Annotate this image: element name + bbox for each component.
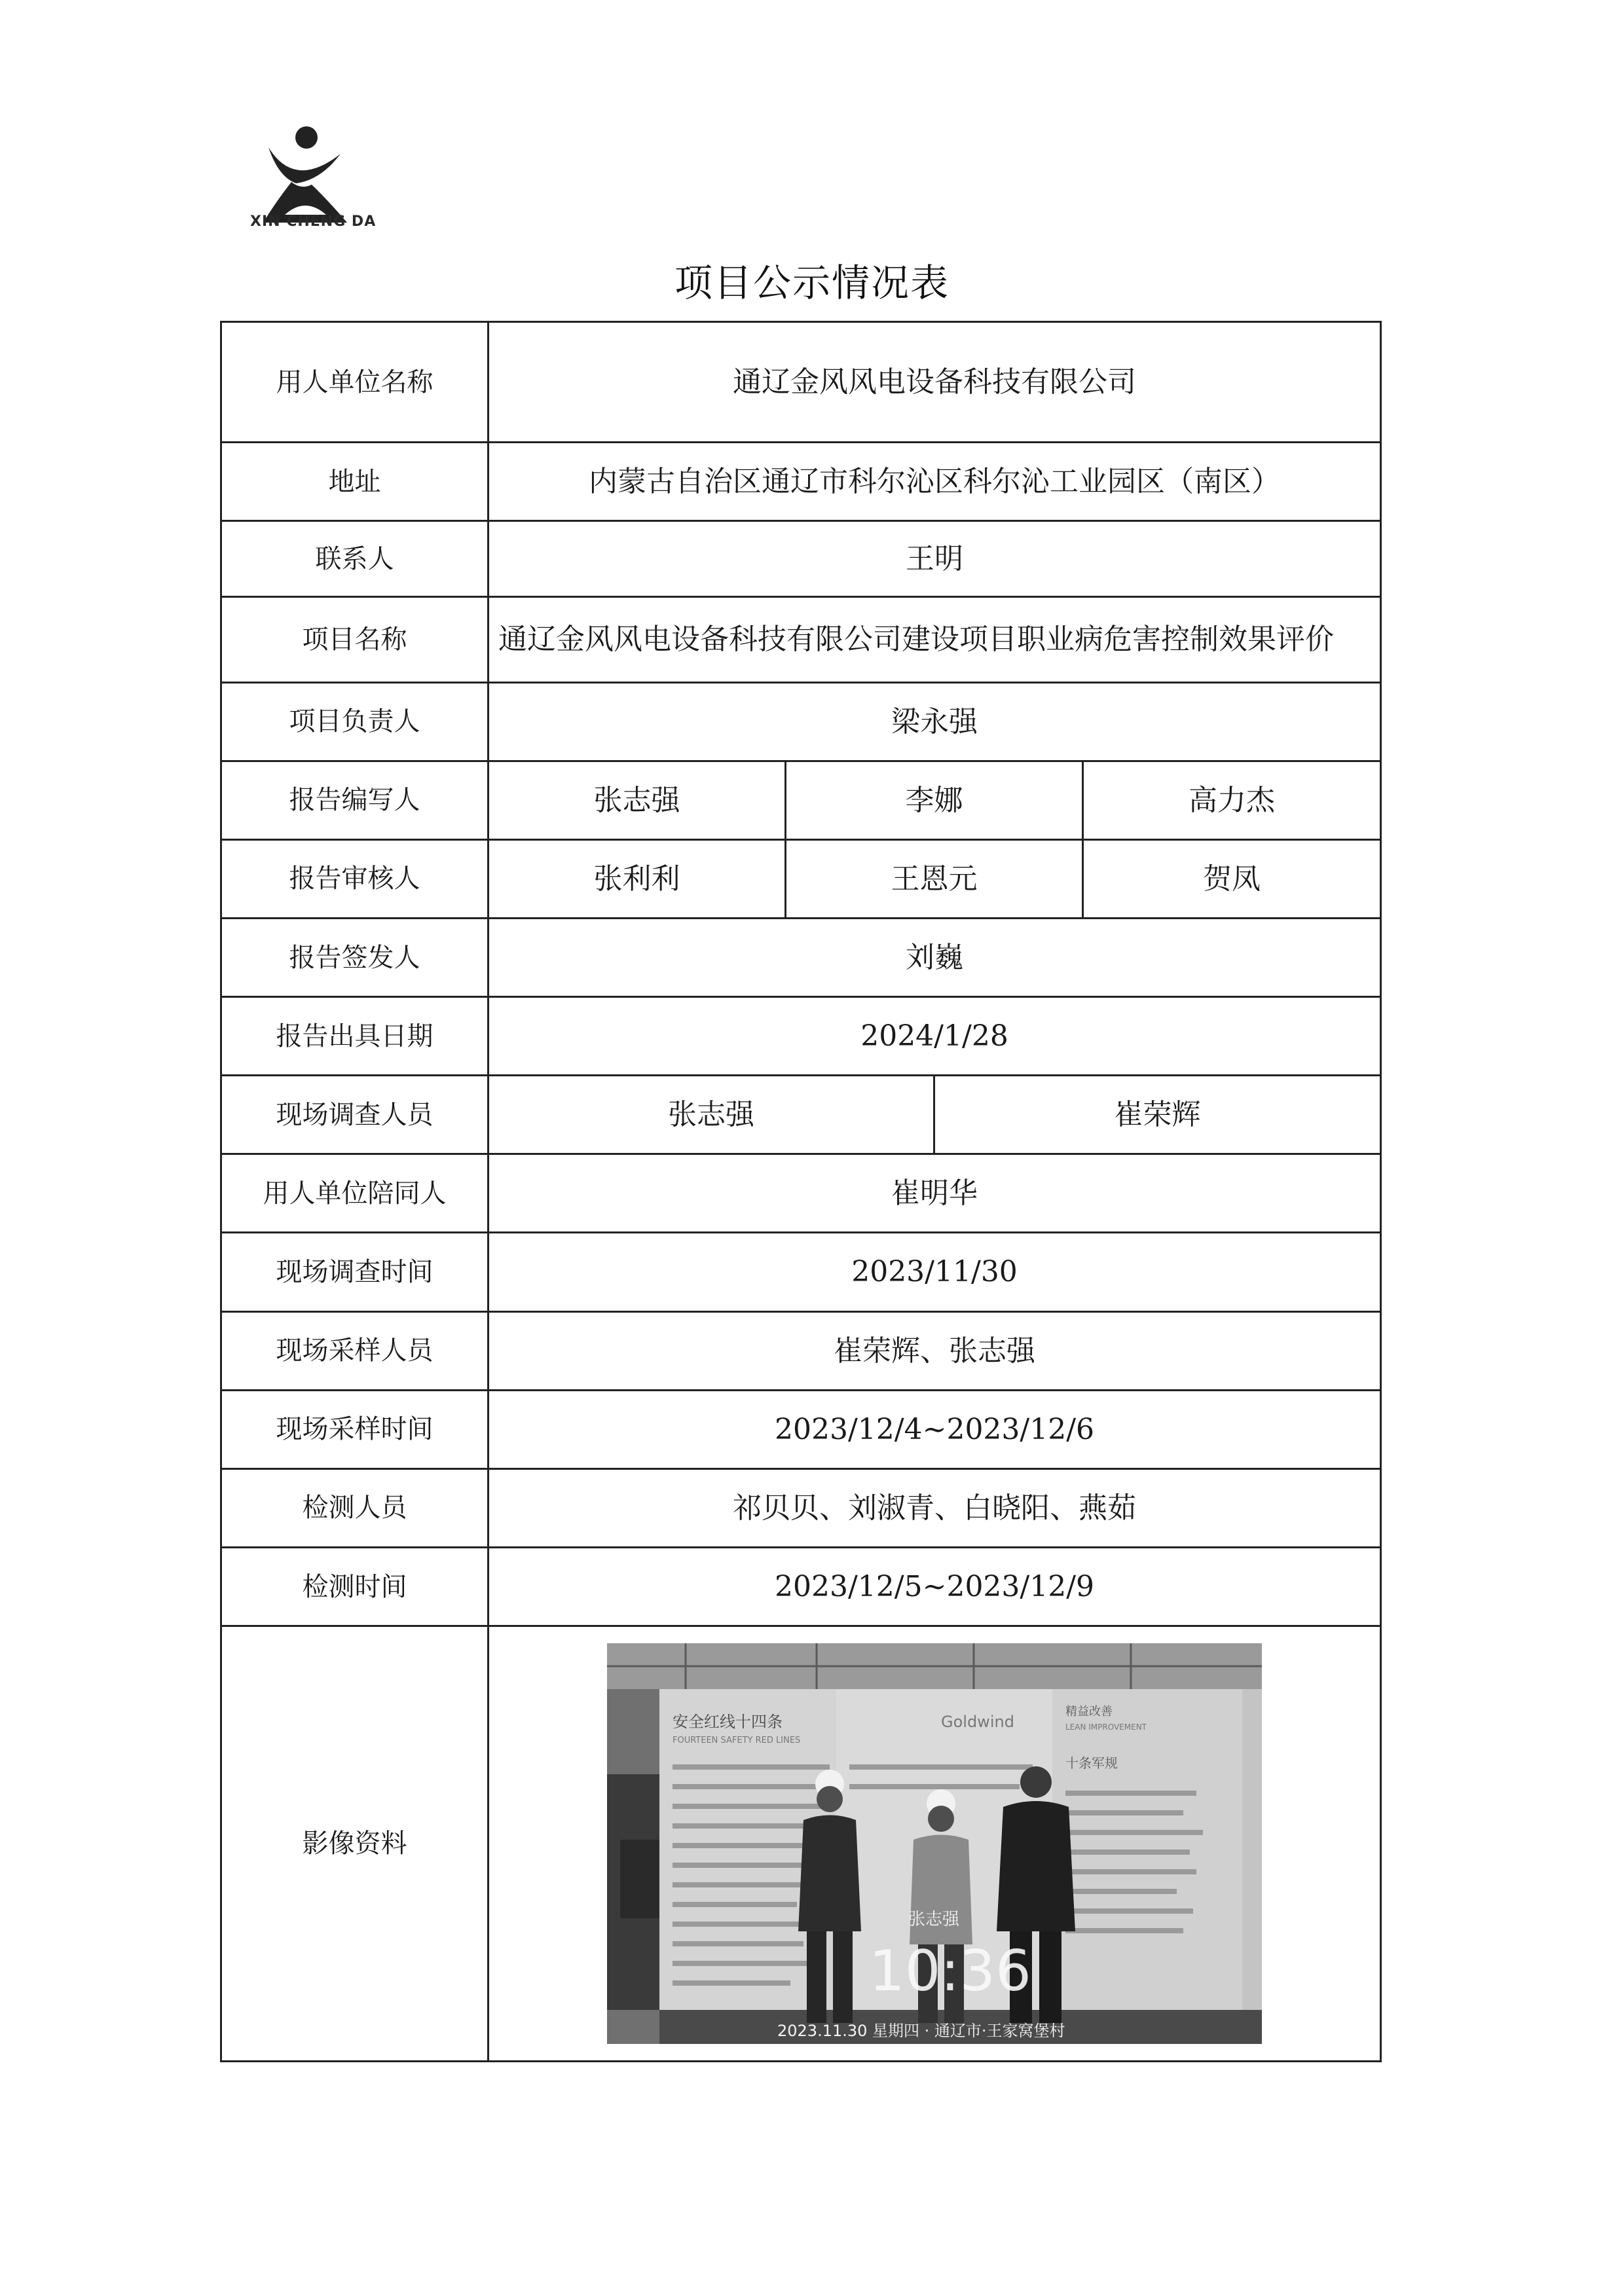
value-issuer: 刘巍	[489, 918, 1381, 996]
value-writer-1: 张志强	[489, 761, 786, 839]
label-project-name: 项目名称	[221, 597, 489, 682]
value-reviewer-3: 贺凤	[1083, 839, 1381, 918]
value-sampling-time: 2023/12/4~2023/12/6	[489, 1390, 1381, 1468]
row-test-time	[221, 1547, 1381, 1626]
value-writer-3: 高力杰	[1083, 761, 1381, 839]
label-writers: 报告编写人	[221, 761, 489, 839]
row-survey-staff	[221, 1076, 1381, 1154]
photo-board-left-subtitle: FOURTEEN SAFETY RED LINES	[673, 1736, 801, 1746]
label-test-time: 检测时间	[221, 1547, 489, 1626]
label-sampling-staff: 现场采样人员	[221, 1311, 489, 1390]
row-writers	[221, 761, 1381, 839]
value-images	[489, 1626, 1381, 2062]
label-employer: 用人单位名称	[221, 322, 489, 443]
value-survey-staff-1: 张志强	[489, 1076, 934, 1154]
row-sampling-staff	[221, 1311, 1381, 1390]
label-issue-date: 报告出具日期	[221, 997, 489, 1076]
value-employer: 通辽金风风电设备科技有限公司	[489, 322, 1381, 443]
photo-board-right-title: 精益改善	[1065, 1705, 1113, 1719]
photo-footer: 2023.11.30 星期四 · 通辽市·王家窝堡村	[777, 2022, 1065, 2041]
photo-board-right-heading: 十条军规	[1065, 1755, 1118, 1772]
row-issue-date	[221, 997, 1381, 1076]
value-project-name: 通辽金风风电设备科技有限公司建设项目职业病危害控制效果评价	[489, 597, 1381, 682]
logo-text: XIN CHENG DA	[250, 213, 377, 230]
label-reviewers: 报告审核人	[221, 839, 489, 918]
project-disclosure-table	[220, 321, 1382, 2062]
value-survey-staff-2: 崔荣辉	[934, 1076, 1381, 1154]
photo-name-tag: 张志强	[908, 1910, 960, 1930]
photo-board-right-subtitle: LEAN IMPROVEMENT	[1065, 1722, 1147, 1732]
value-escort: 崔明华	[489, 1154, 1381, 1233]
label-address: 地址	[221, 443, 489, 521]
row-reviewers	[221, 839, 1381, 918]
value-reviewer-2: 王恩元	[786, 839, 1083, 918]
value-project-lead: 梁永强	[489, 682, 1381, 761]
document-title: 项目公示情况表	[674, 261, 950, 305]
row-contact	[221, 521, 1381, 597]
company-logo	[249, 118, 360, 229]
row-survey-time	[221, 1233, 1381, 1311]
row-project-name	[221, 597, 1381, 682]
label-survey-time: 现场调查时间	[221, 1233, 489, 1311]
row-sampling-time	[221, 1390, 1381, 1468]
label-contact: 联系人	[221, 521, 489, 597]
value-survey-time: 2023/11/30	[489, 1233, 1381, 1311]
label-testers: 检测人员	[221, 1468, 489, 1547]
row-address	[221, 443, 1381, 521]
label-escort: 用人单位陪同人	[221, 1154, 489, 1233]
row-project-lead	[221, 682, 1381, 761]
value-sampling-staff: 崔荣辉、张志强	[489, 1311, 1381, 1390]
label-project-lead: 项目负责人	[221, 682, 489, 761]
label-images: 影像资料	[221, 1626, 489, 2062]
label-issuer: 报告签发人	[221, 918, 489, 996]
value-contact: 王明	[489, 521, 1381, 597]
value-reviewer-1: 张利利	[489, 839, 786, 918]
row-issuer	[221, 918, 1381, 996]
photo-time: 10:36	[869, 1939, 1031, 2005]
site-photo	[607, 1643, 1262, 2044]
value-test-time: 2023/12/5~2023/12/9	[489, 1547, 1381, 1626]
value-writer-2: 李娜	[786, 761, 1083, 839]
value-issue-date: 2024/1/28	[489, 997, 1381, 1076]
value-address: 内蒙古自治区通辽市科尔沁区科尔沁工业园区（南区）	[489, 443, 1381, 521]
label-survey-staff: 现场调查人员	[221, 1076, 489, 1154]
row-employer	[221, 322, 1381, 443]
value-testers: 祁贝贝、刘淑青、白晓阳、燕茹	[489, 1468, 1381, 1547]
row-escort	[221, 1154, 1381, 1233]
photo-board-left-title: 安全红线十四条	[673, 1713, 783, 1732]
row-testers	[221, 1468, 1381, 1547]
row-images	[221, 1626, 1381, 2062]
photo-board-brand: Goldwind	[941, 1713, 1014, 1732]
label-sampling-time: 现场采样时间	[221, 1390, 489, 1468]
